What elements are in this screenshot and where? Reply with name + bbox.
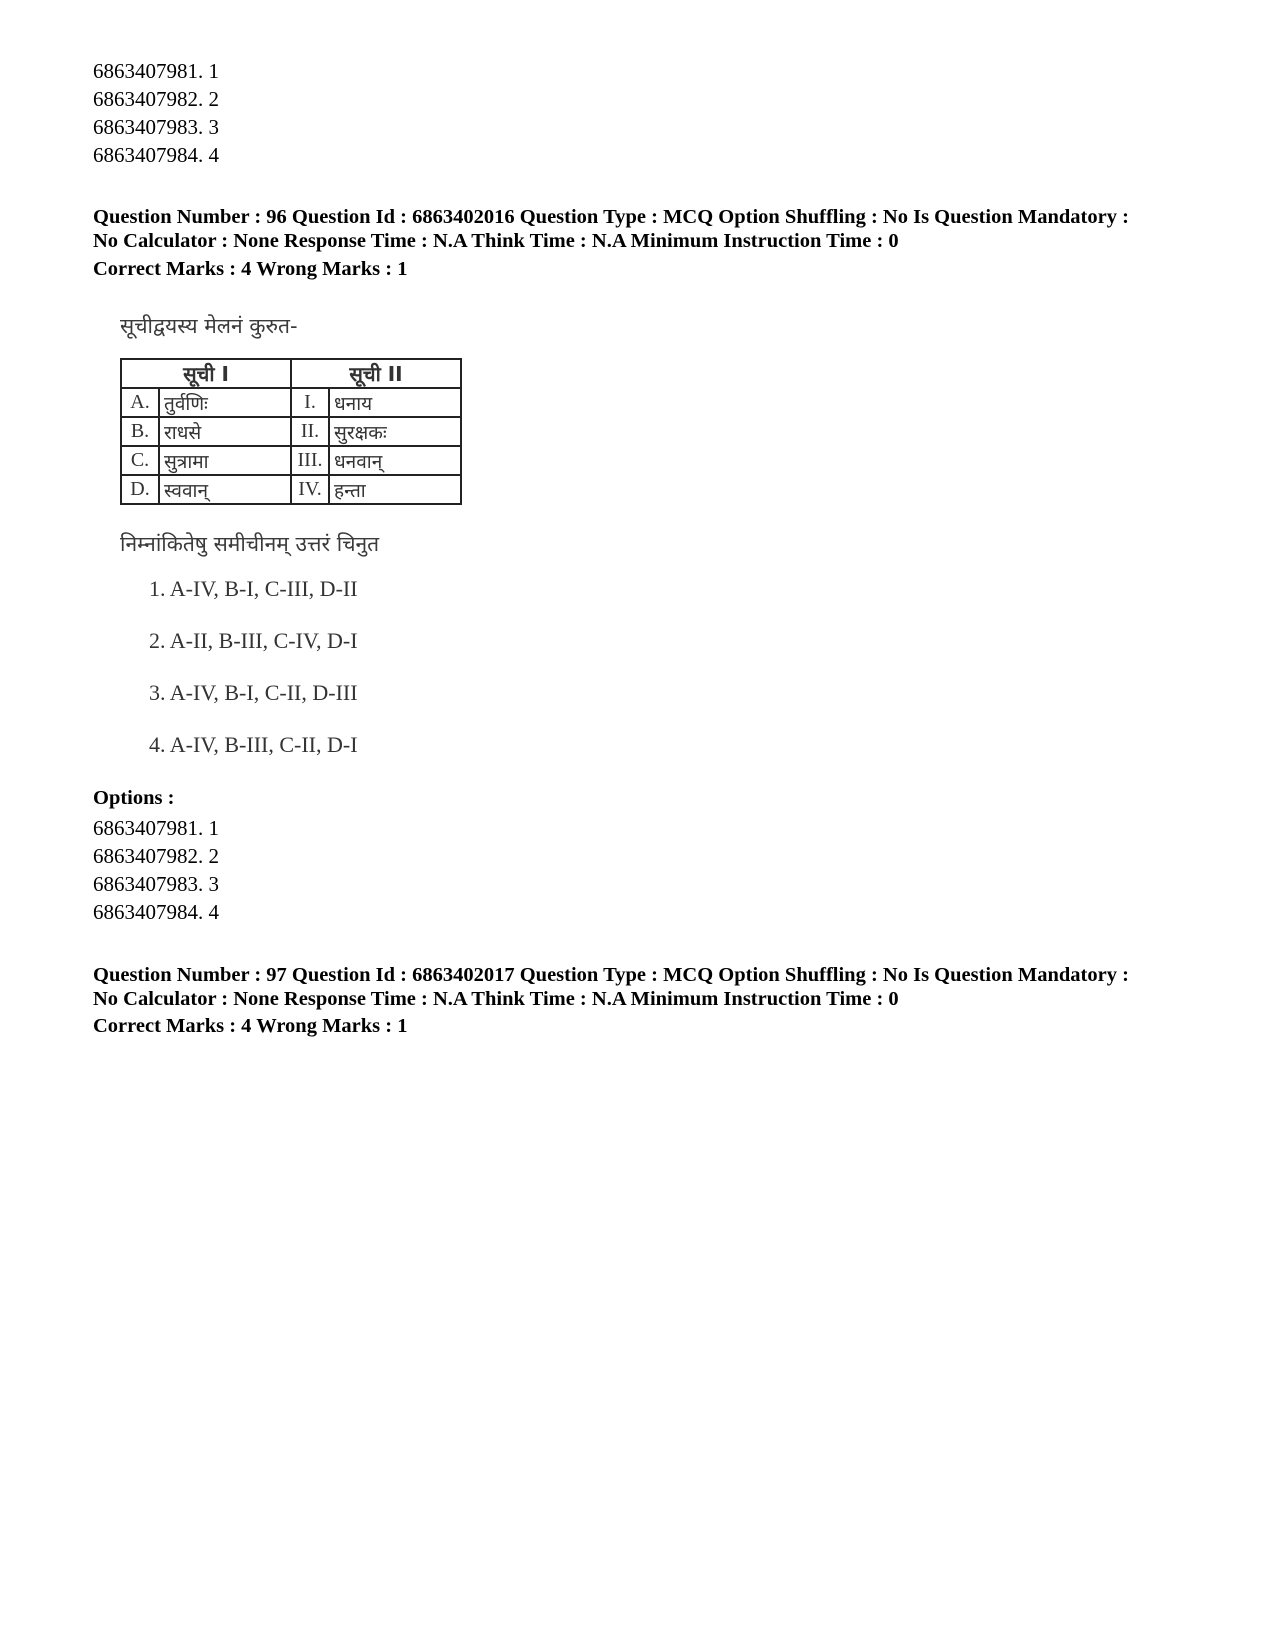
q96-row-i-value: धनाय — [329, 388, 461, 417]
q96-table-head-list2: सूची II — [291, 359, 461, 388]
q97-meta-line2: No Calculator : None Response Time : N.A Think Time : N.A Minimum Instruction Time : 0 — [93, 988, 899, 1010]
q96-option-4: 6863407984. 4 — [93, 900, 219, 924]
q96-marks: Correct Marks : 4 Wrong Marks : 1 — [93, 258, 408, 280]
q96-choice-3: 3. A-IV, B-I, C-II, D-III — [149, 680, 358, 705]
q96-option-2: 6863407982. 2 — [93, 844, 219, 868]
q97-meta — [93, 963, 1203, 1011]
q96-question-image — [112, 312, 532, 802]
table-row — [121, 417, 461, 446]
q96-options-label: Options : — [93, 787, 175, 809]
q96-option-1: 6863407981. 1 — [93, 816, 219, 840]
q96-row-a-value: तुर्वणिः — [159, 388, 291, 417]
prev-option-1: 6863407981. 1 — [93, 59, 219, 83]
q96-meta-line1: Question Number : 96 Question Id : 6863402016 Question Type : MCQ Option Shuffling : No Is Question Mandatory : — [93, 206, 1129, 228]
q96-row-a-key: A. — [121, 388, 159, 417]
q96-option-3: 6863407983. 3 — [93, 872, 219, 896]
q96-row-iv-key: IV. — [291, 475, 329, 504]
q96-row-i-key: I. — [291, 388, 329, 417]
q97-marks: Correct Marks : 4 Wrong Marks : 1 — [93, 1015, 408, 1037]
q96-row-iv-value: हन्ता — [329, 475, 461, 504]
q96-meta-line2: No Calculator : None Response Time : N.A Think Time : N.A Minimum Instruction Time : 0 — [93, 230, 899, 252]
table-row — [121, 446, 461, 475]
q96-choose-instruction: निम्नांकितेषु समीचीनम् उत्तरं चिनुत — [120, 532, 380, 556]
q96-instruction: सूचीद्वयस्य मेलनं कुरुत- — [120, 314, 298, 338]
prev-option-2: 6863407982. 2 — [93, 87, 219, 111]
q96-row-d-key: D. — [121, 475, 159, 504]
prev-option-3: 6863407983. 3 — [93, 115, 219, 139]
q96-row-iii-key: III. — [291, 446, 329, 475]
prev-option-4: 6863407984. 4 — [93, 143, 219, 167]
q96-choice-1: 1. A-IV, B-I, C-III, D-II — [149, 576, 358, 601]
table-row — [121, 388, 461, 417]
q96-row-b-key: B. — [121, 417, 159, 446]
q96-table-head-list1: सूची I — [121, 359, 291, 388]
q96-row-c-key: C. — [121, 446, 159, 475]
q96-match-table — [120, 358, 462, 505]
q96-row-iii-value: धनवान् — [329, 446, 461, 475]
q96-row-d-value: स्ववान् — [159, 475, 291, 504]
table-row — [121, 475, 461, 504]
q96-row-ii-value: सुरक्षकः — [329, 417, 461, 446]
q96-choice-2: 2. A-II, B-III, C-IV, D-I — [149, 628, 358, 653]
q96-meta — [93, 205, 1203, 253]
q97-meta-line1: Question Number : 97 Question Id : 6863402017 Question Type : MCQ Option Shuffling : No Is Question Mandatory : — [93, 964, 1129, 986]
q96-row-c-value: सुत्रामा — [159, 446, 291, 475]
q96-row-b-value: राधसे — [159, 417, 291, 446]
q96-row-ii-key: II. — [291, 417, 329, 446]
q96-choice-4: 4. A-IV, B-III, C-II, D-I — [149, 732, 358, 757]
